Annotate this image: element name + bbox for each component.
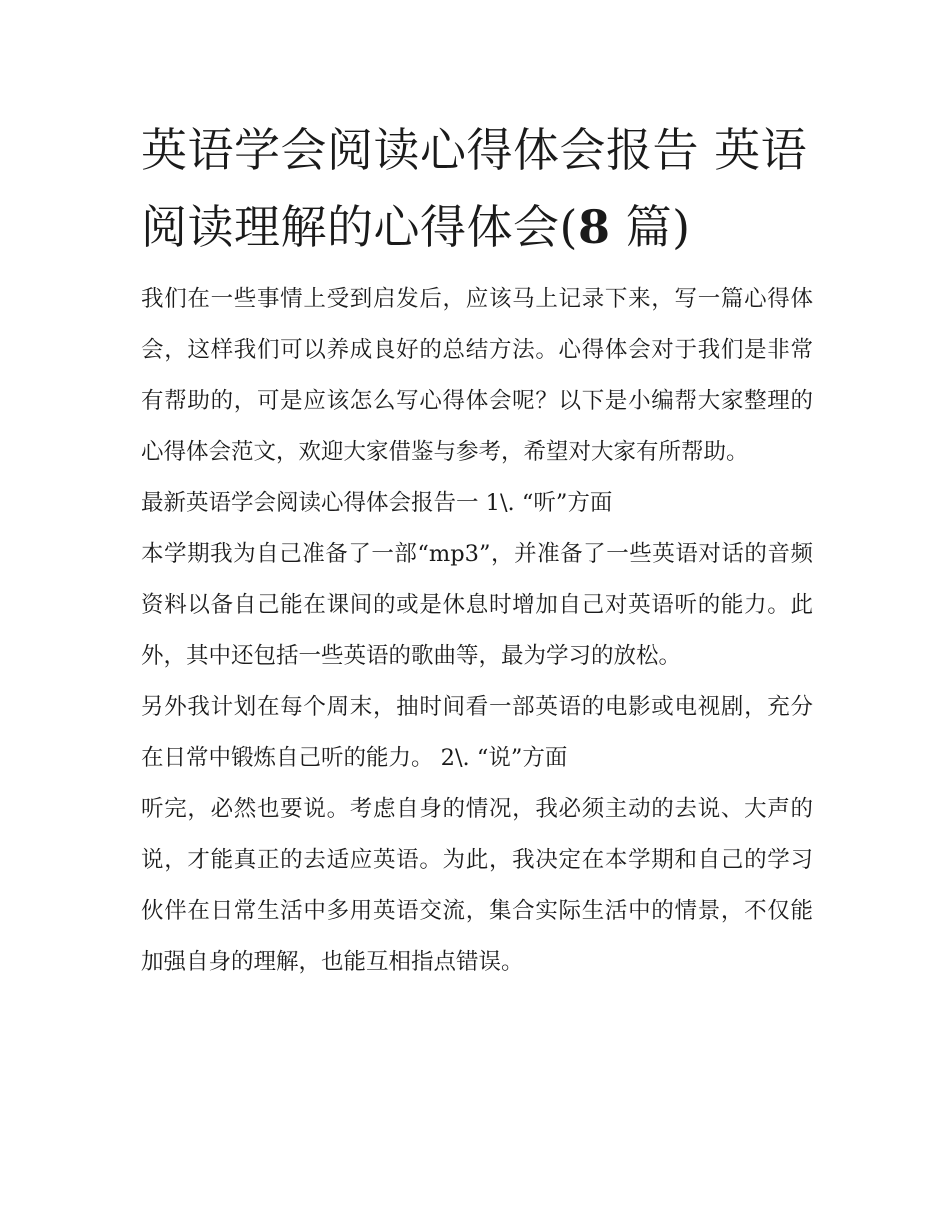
document-page bbox=[141, 112, 813, 988]
document-title bbox=[141, 112, 813, 266]
speaking-paragraph: 听完，必然也要说。考虑自身的情况，我必须主动的去说、大声的说，才能真正的去适应英语。为此，我决定在本学期和自己的学习伙伴在日常生活中多用英语交流，集合实际生活中的情景，不仅能加强自身的理解，也能互相指点错误。 bbox=[141, 796, 813, 975]
section-heading-listening: 最新英语学会阅读心得体会报告一 1\. “听”方面 bbox=[141, 490, 613, 516]
intro-paragraph: 我们在一些事情上受到启发后，应该马上记录下来，写一篇心得体会，这样我们可以养成良好的总结方法。心得体会对于我们是非常有帮助的，可是应该怎么写心得体会呢？以下是小编帮大家整理的心得体会范文，欢迎大家借鉴与参考，希望对大家有所帮助。 bbox=[141, 286, 813, 465]
title-text: 英语学会阅读心得体会报告 英语阅读理解的心得体会( bbox=[141, 123, 808, 254]
listening-paragraph: 本学期我为自己准备了一部“mp3”，并准备了一些英语对话的音频资料以备自己能在课间的或是休息时增加自己对英语听的能力。此外，其中还包括一些英语的歌曲等，最为学习的放松。 bbox=[141, 541, 813, 669]
title-suffix: 篇) bbox=[610, 200, 691, 254]
weekend-plan-paragraph: 另外我计划在每个周末，抽时间看一部英语的电影或电视剧，充分在日常中锻炼自己听的能力。 2\. “说”方面 bbox=[141, 694, 813, 771]
title-number: 8 bbox=[577, 200, 611, 254]
